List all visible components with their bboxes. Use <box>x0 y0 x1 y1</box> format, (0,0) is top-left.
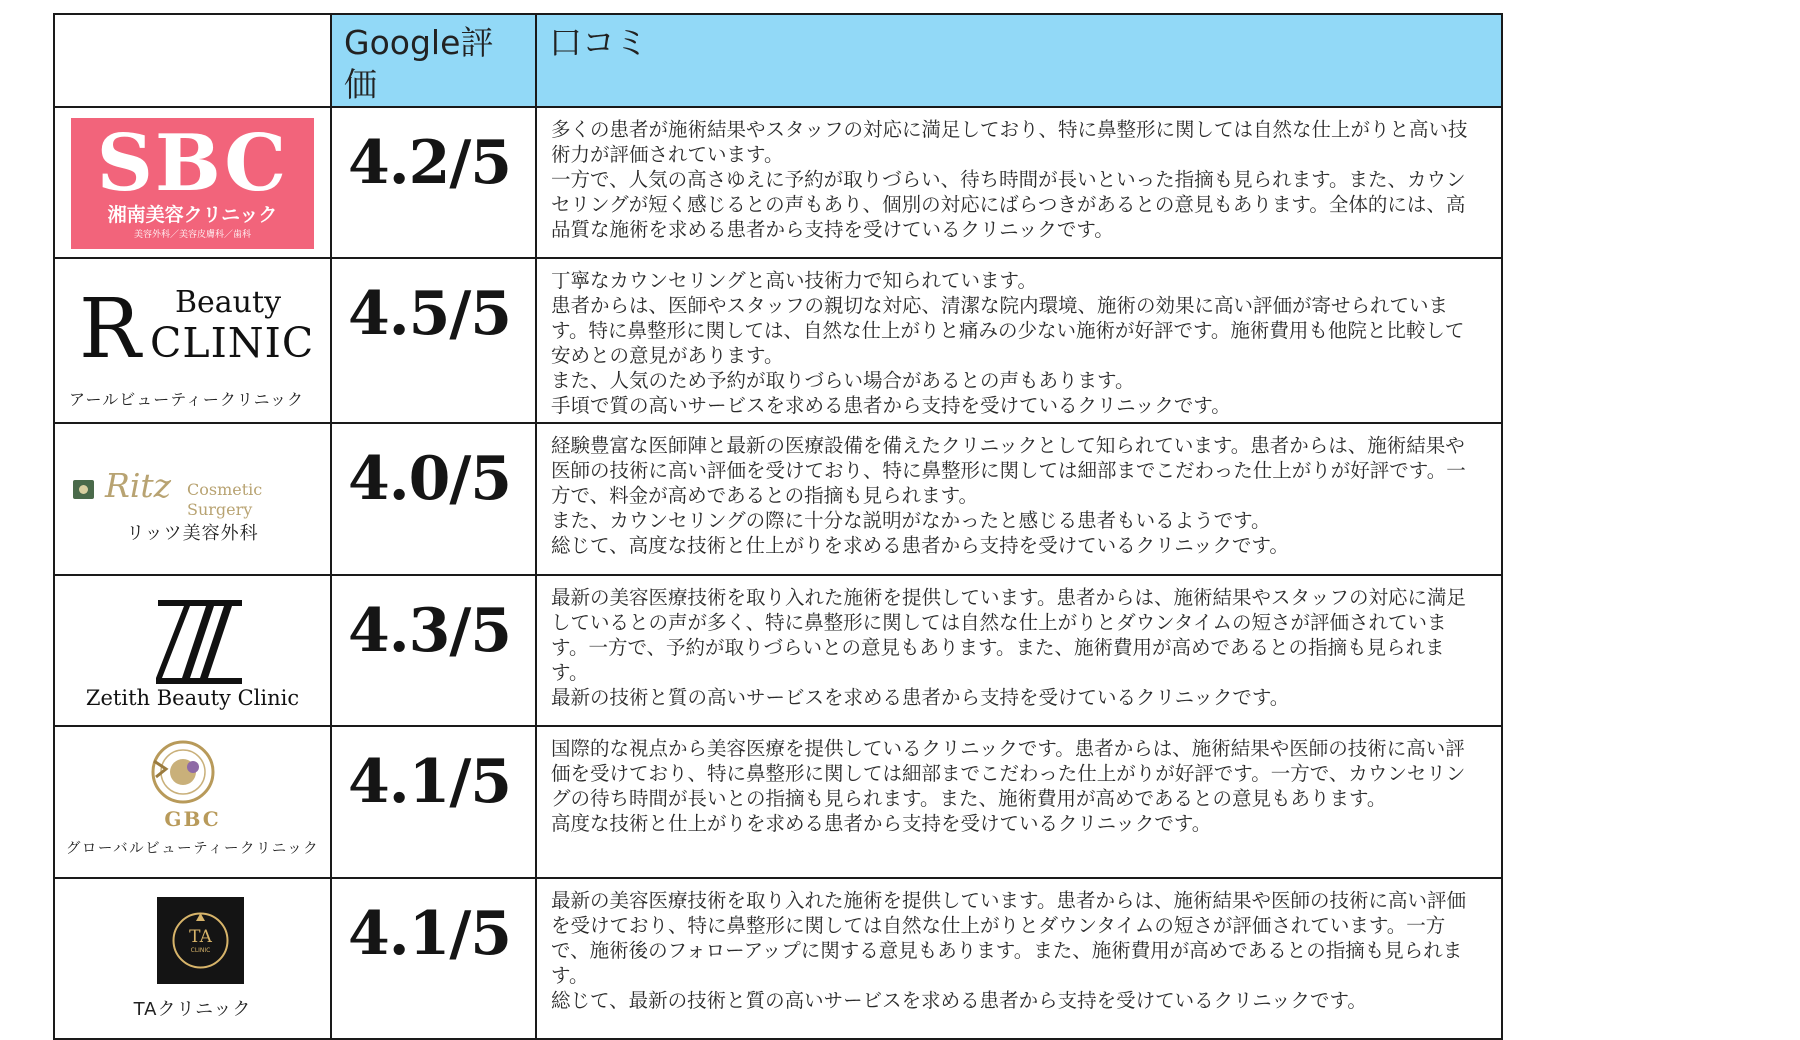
ritz-logo-word: Ritz <box>105 466 172 505</box>
review-cell <box>536 878 1502 1039</box>
clinic-review-table <box>53 13 1503 1040</box>
header-review-cell <box>536 14 1502 107</box>
clinic-name-caption: TAクリニック <box>133 999 252 1020</box>
sbc-logo-name: 湘南美容クリニック <box>107 204 278 226</box>
clinic-logo-cell <box>54 726 331 878</box>
review-text: 経験豊富な医師陣と最新の医療設備を備えたクリニックとして知られています。患者からは、施術結果や医師の技術に高い評価を受けており、特に鼻整形に関しては細部までこだわった仕上がりが好評です。一方で、料金が高めであるとの指摘も見られます。 また、カウンセリングの際に十分な説明がなかったと感じる患者もいるようです。 総じて、高度な技術と仕上がりを求める患者から支持を受けているクリニックです。 <box>551 434 1466 557</box>
ta-logo-subtitle: CLINIC <box>190 947 211 954</box>
table-row <box>54 107 1502 258</box>
clinic-name-caption: リッツ美容外科 <box>126 523 259 544</box>
header-blank-cell <box>54 14 331 107</box>
review-cell <box>536 258 1502 423</box>
ritz-logo-subtitle: Cosmetic Surgery <box>187 480 263 519</box>
google-rating: 4.2/5 <box>348 128 512 198</box>
rating-cell <box>331 107 536 258</box>
zetith-logo-icon <box>150 598 250 686</box>
header-review-label: 口コミ <box>549 23 648 62</box>
review-cell <box>536 423 1502 575</box>
rating-cell <box>331 423 536 575</box>
header-blank-label <box>55 15 330 22</box>
google-rating: 4.5/5 <box>348 279 512 349</box>
clinic-logo-cell <box>54 258 331 423</box>
table-row <box>54 878 1502 1039</box>
review-text: 最新の美容医療技術を取り入れた施術を提供しています。患者からは、施術結果や医師の技術に高い評価を受けており、特に鼻整形に関しては自然な仕上がりとダウンタイムの短さが評価されています。一方で、施術後のフォローアップに関する意見もあります。また、施術費用が高めであるとの指摘も見られます。 総じて、最新の技術と質の高いサービスを求める患者から支持を受けているクリニックです。 <box>551 889 1466 1012</box>
gbc-emblem-icon <box>148 737 218 807</box>
review-text: 国際的な視点から美容医療を提供しているクリニックです。患者からは、施術結果や医師の技術に高い評価を受けており、特に鼻整形に関しては細部までこだわった仕上がりが好評です。一方で、カウンセリングの待ち時間が長いとの指摘も見られます。また、施術費用が高めであるとの意見もあります。 高度な技術と仕上がりを求める患者から支持を受けているクリニックです。 <box>551 737 1466 835</box>
clinic-logo-cell <box>54 878 331 1039</box>
r-beauty-logo-word: Beauty <box>175 285 282 320</box>
review-text: 丁寧なカウンセリングと高い技術力で知られています。 患者からは、医師やスタッフの親切な対応、清潔な院内環境、施術の効果に高い評価が寄せられています。特に鼻整形に関しては、自然な仕上がりと痛みの少ない施術が好評です。施術費用も他院と比較して安めとの意見があります。 また、人気のため予約が取りづらい場合があるとの声もあります。 手頃で質の高いサービスを求める患者から支持を受けているクリニックです。 <box>551 269 1465 417</box>
table-row <box>54 726 1502 878</box>
rating-cell <box>331 878 536 1039</box>
header-rating-label: Google評価 <box>344 23 494 104</box>
sbc-logo-mark: SBC <box>96 118 289 209</box>
r-beauty-logo-mark: R <box>79 282 141 377</box>
clinic-name-caption: Zetith Beauty Clinic <box>85 686 300 710</box>
rating-cell <box>331 575 536 726</box>
review-text: 多くの患者が施術結果やスタッフの対応に満足しており、特に鼻整形に関しては自然な仕上がりと高い技術力が評価されています。 一方で、人気の高さゆえに予約が取りづらい、待ち時間が長いといった指摘も見られます。また、カウンセリングが短く感じるとの声もあり、個別の対応にばらつきがあるとの意見もあります。全体的には、高品質な施術を求める患者から支持を受けているクリニックです。 <box>551 118 1468 241</box>
table-row <box>54 423 1502 575</box>
google-rating: 4.0/5 <box>348 444 512 514</box>
ritz-emblem-icon <box>73 480 94 499</box>
review-text: 最新の美容医療技術を取り入れた施術を提供しています。患者からは、施術結果やスタッフの対応に満足しているとの声が多く、特に鼻整形に関しては自然な仕上がりとダウンタイムの短さが評価されています。一方で、予約が取りづらいとの意見もあります。また、施術費用が高めであるとの指摘も見られます。 最新の技術と質の高いサービスを求める患者から支持を受けているクリニックです。 <box>551 586 1466 709</box>
ta-logo-word: TA <box>189 927 212 947</box>
review-cell <box>536 107 1502 258</box>
review-cell <box>536 726 1502 878</box>
clinic-logo-cell <box>54 423 331 575</box>
header-rating-cell <box>331 14 536 107</box>
rating-cell <box>331 726 536 878</box>
review-cell <box>536 575 1502 726</box>
google-rating: 4.1/5 <box>348 747 512 817</box>
google-rating: 4.1/5 <box>348 899 512 969</box>
ta-logo <box>157 897 244 984</box>
header-row <box>54 14 1502 107</box>
table-row <box>54 258 1502 423</box>
clinic-logo-cell <box>54 575 331 726</box>
rating-cell <box>331 258 536 423</box>
sbc-logo-subtitle: 美容外科／美容皮膚科／歯科 <box>133 230 251 240</box>
clinic-name-caption: グローバルビューティークリニック <box>65 841 320 857</box>
sbc-logo <box>71 118 314 249</box>
gbc-logo-word: GBC <box>164 807 221 831</box>
r-beauty-logo-clinic: CLINIC <box>150 319 315 367</box>
clinic-logo-cell <box>54 107 331 258</box>
table-row <box>54 575 1502 726</box>
clinic-name-caption: アールビューティークリニック <box>69 390 304 409</box>
google-rating: 4.3/5 <box>348 596 512 666</box>
